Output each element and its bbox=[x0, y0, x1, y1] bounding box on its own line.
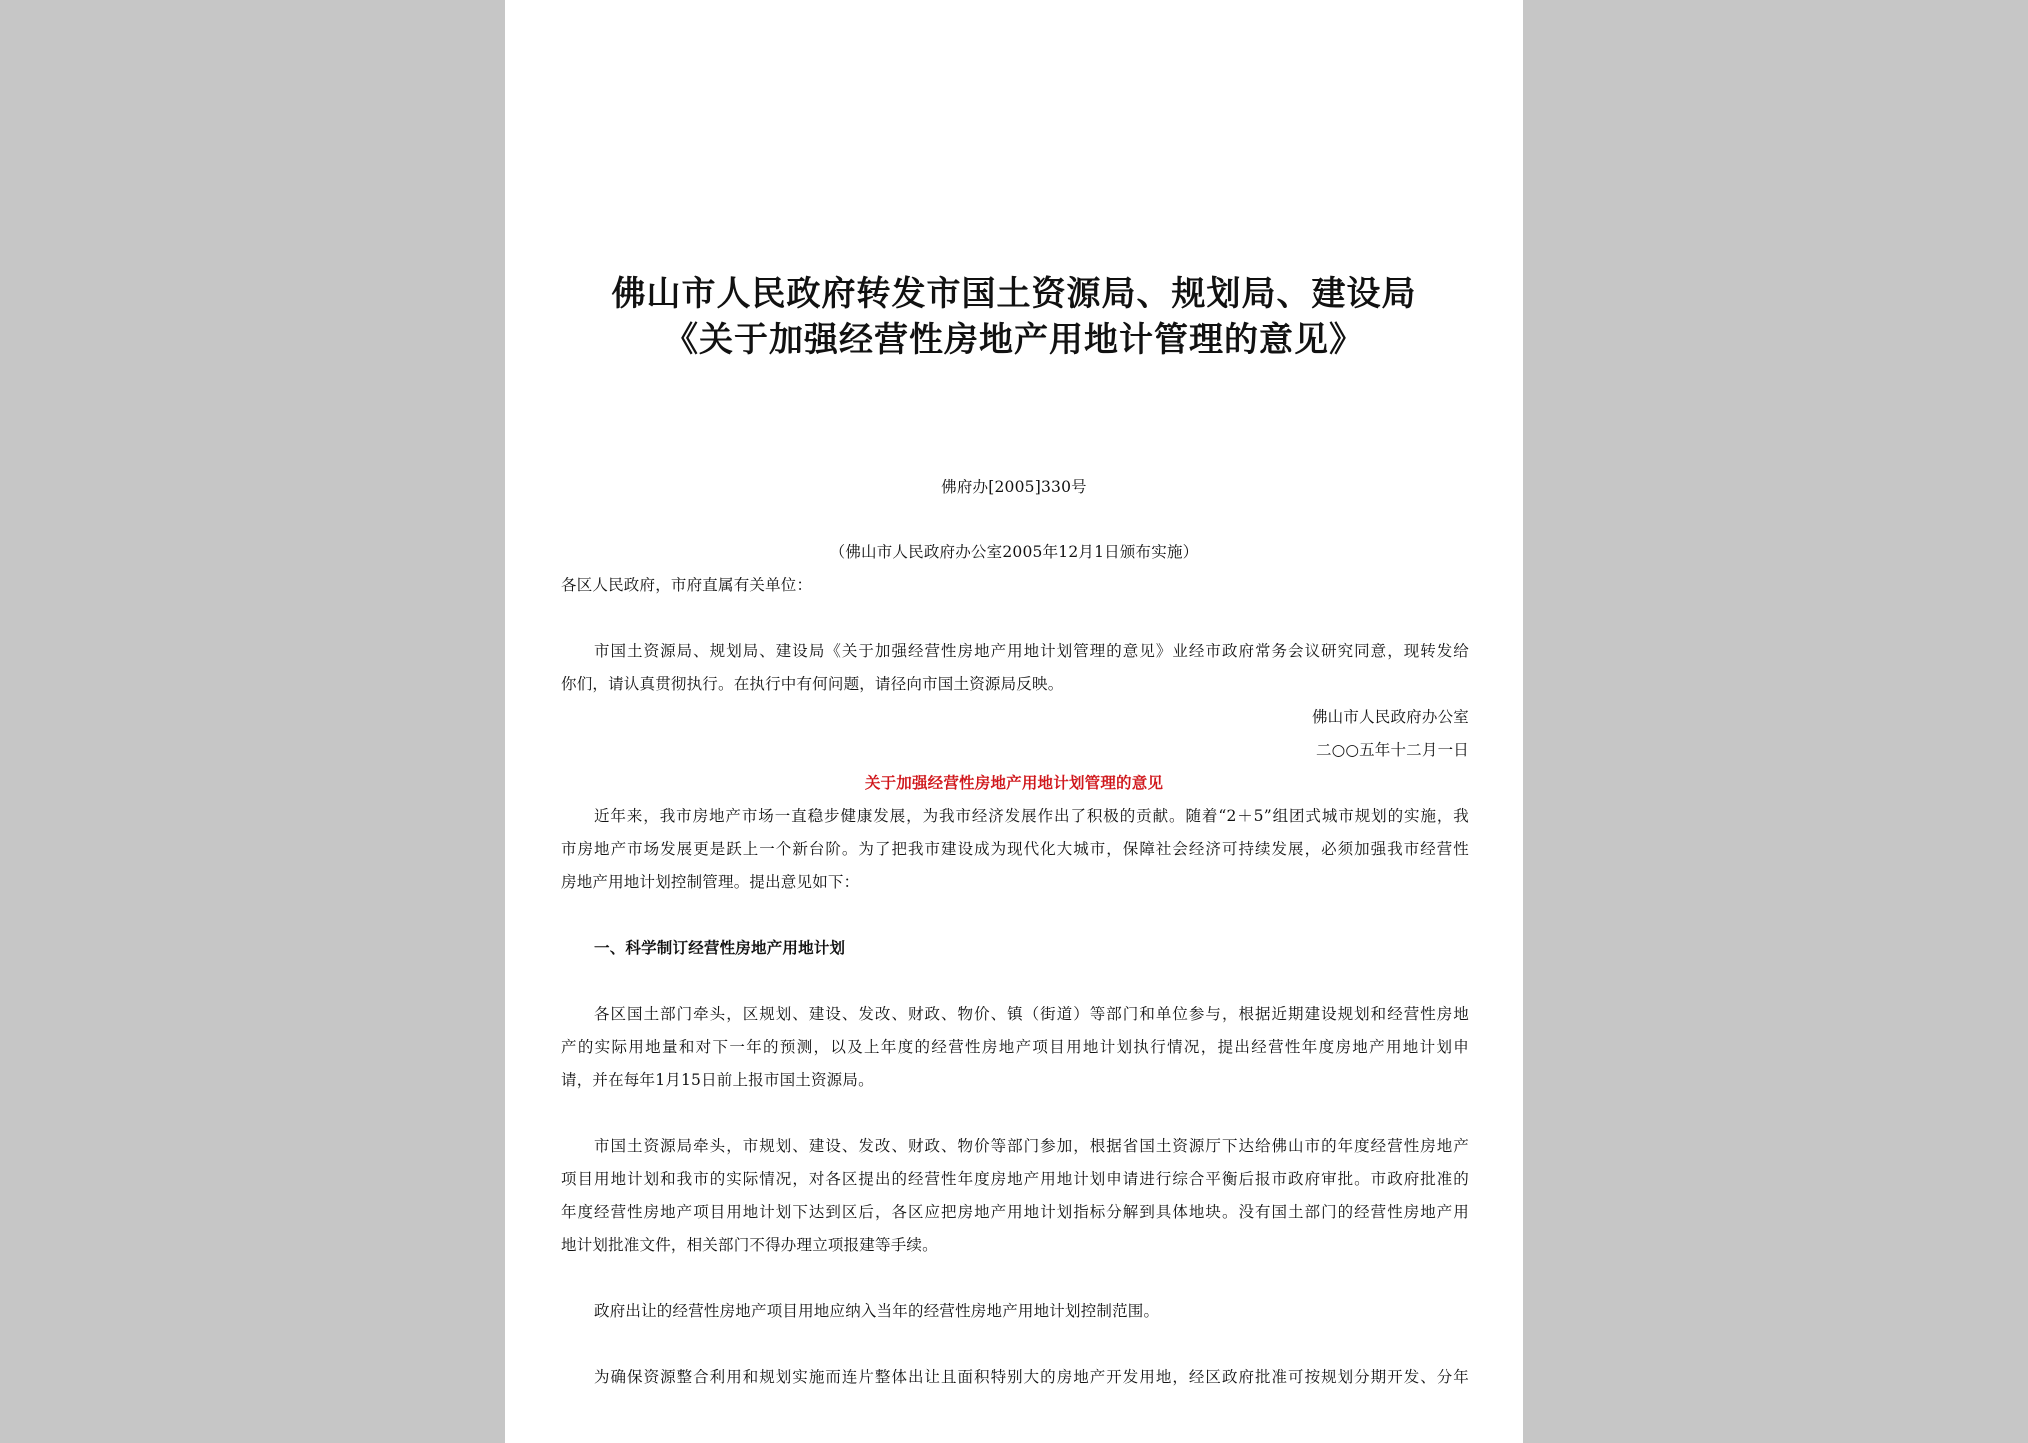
intro-para-line-1: 近年来，我市房地产市场一直稳步健康发展，为我市经济发展作出了积极的贡献。随着“2＋5”组团式城市规划的实施，我 bbox=[594, 807, 1469, 825]
para-b-line-2: 项目用地计划和我市的实际情况，对各区提出的经营性年度房地产用地计划申请进行综合平衡后报市政府审批。市政府批准的 bbox=[561, 1170, 1469, 1188]
para-c: 政府出让的经营性房地产项目用地应纳入当年的经营性房地产用地计划控制范围。 bbox=[594, 1302, 1160, 1320]
para-a-line-3: 请，并在每年1月15日前上报市国土资源局。 bbox=[561, 1071, 874, 1089]
addressee: 各区人民政府，市府直属有关单位： bbox=[561, 576, 813, 594]
document-number: 佛府办[2005]330号 bbox=[941, 478, 1087, 496]
intro-para-line-2: 市房地产市场发展更是跃上一个新台阶。为了把我市建设成为现代化大城市，保障社会经济可持续发展，必须加强我市经营性 bbox=[561, 840, 1469, 858]
signer: 佛山市人民政府办公室 bbox=[1311, 708, 1469, 726]
section-subtitle: 关于加强经营性房地产用地计划管理的意见 bbox=[864, 773, 1164, 792]
para-a-line-2: 产的实际用地量和对下一年的预测，以及上年度的经营性房地产项目用地计划执行情况，提出经营性年度房地产用地计划申 bbox=[561, 1038, 1469, 1056]
document-page bbox=[505, 0, 1523, 1443]
intro-para-line-3: 房地产用地计划控制管理。提出意见如下： bbox=[561, 873, 860, 891]
document-title-line-1: 佛山市人民政府转发市国土资源局、规划局、建设局 bbox=[611, 274, 1417, 314]
para-b-line-4: 地计划批准文件，相关部门不得办理立项报建等手续。 bbox=[561, 1236, 938, 1254]
forward-para-line-2: 你们，请认真贯彻执行。在执行中有何问题，请径向市国土资源局反映。 bbox=[561, 675, 1064, 693]
para-b-line-1: 市国土资源局牵头，市规划、建设、发改、财政、物价等部门参加，根据省国土资源厅下达给佛山市的年度经营性房地产 bbox=[594, 1137, 1469, 1155]
para-b-line-3: 年度经营性房地产项目用地计划下达到区后，各区应把房地产用地计划指标分解到具体地块。没有国土部门的经营性房地产用 bbox=[561, 1203, 1469, 1221]
issued-note: （佛山市人民政府办公室2005年12月1日颁布实施） bbox=[829, 543, 1199, 561]
sign-date: 二○○五年十二月一日 bbox=[1315, 741, 1469, 759]
forward-para-line-1: 市国土资源局、规划局、建设局《关于加强经营性房地产用地计划管理的意见》业经市政府常务会议研究同意，现转发给 bbox=[594, 642, 1469, 660]
para-d-line-1: 为确保资源整合利用和规划实施而连片整体出让且面积特别大的房地产开发用地，经区政府批准可按规划分期开发、分年 bbox=[594, 1368, 1469, 1386]
section-1-heading: 一、科学制订经营性房地产用地计划 bbox=[594, 938, 846, 957]
document-title-line-2: 《关于加强经营性房地产用地计管理的意见》 bbox=[664, 320, 1364, 360]
para-a-line-1: 各区国土部门牵头，区规划、建设、发改、财政、物价、镇（街道）等部门和单位参与，根据近期建设规划和经营性房地 bbox=[594, 1005, 1469, 1023]
